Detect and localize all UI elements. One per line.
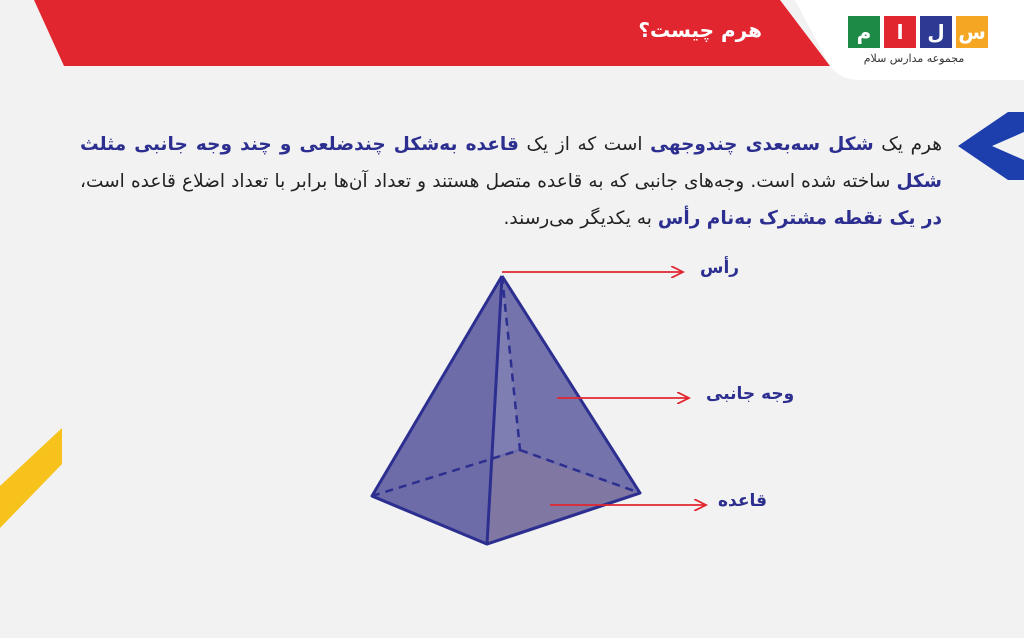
- highlight-apex: در یک نقطه مشترک به‌نام رأس: [657, 208, 942, 229]
- logo-letter-lam: ل: [920, 16, 952, 48]
- paragraph-text-4: به یکدیگر می‌رسند.: [503, 208, 658, 229]
- paragraph-text-2: است که از یک: [518, 134, 651, 155]
- page-title: هرم چیست؟: [638, 18, 762, 42]
- highlight-base-and-faces: قاعده به‌شکل چندضلعی و چند وجه جانبی مثلث شکل: [80, 134, 942, 192]
- logo-letter-sin: س: [956, 16, 988, 48]
- pyramid-front-right-face: [487, 276, 640, 544]
- logo-subtitle: مجموعه مدارس سلام: [863, 52, 965, 65]
- base-label: قاعده: [718, 491, 767, 511]
- lateral-face-label: وجه جانبی: [706, 384, 795, 404]
- paragraph-text-1: هرم یک: [873, 134, 943, 155]
- logo-letter-mim: م: [848, 16, 880, 48]
- logo-letter-alef: ا: [884, 16, 916, 48]
- paragraph-text-3: ساخته شده است. وجه‌های جانبی که به قاعده متصل هستند و تعداد آن‌ها برابر با تعداد اضلاع قاعده است،: [80, 171, 897, 192]
- highlight-3d-shape: شکل سه‌بعدی چندوجهی: [650, 134, 874, 155]
- apex-label: رأس: [700, 258, 740, 278]
